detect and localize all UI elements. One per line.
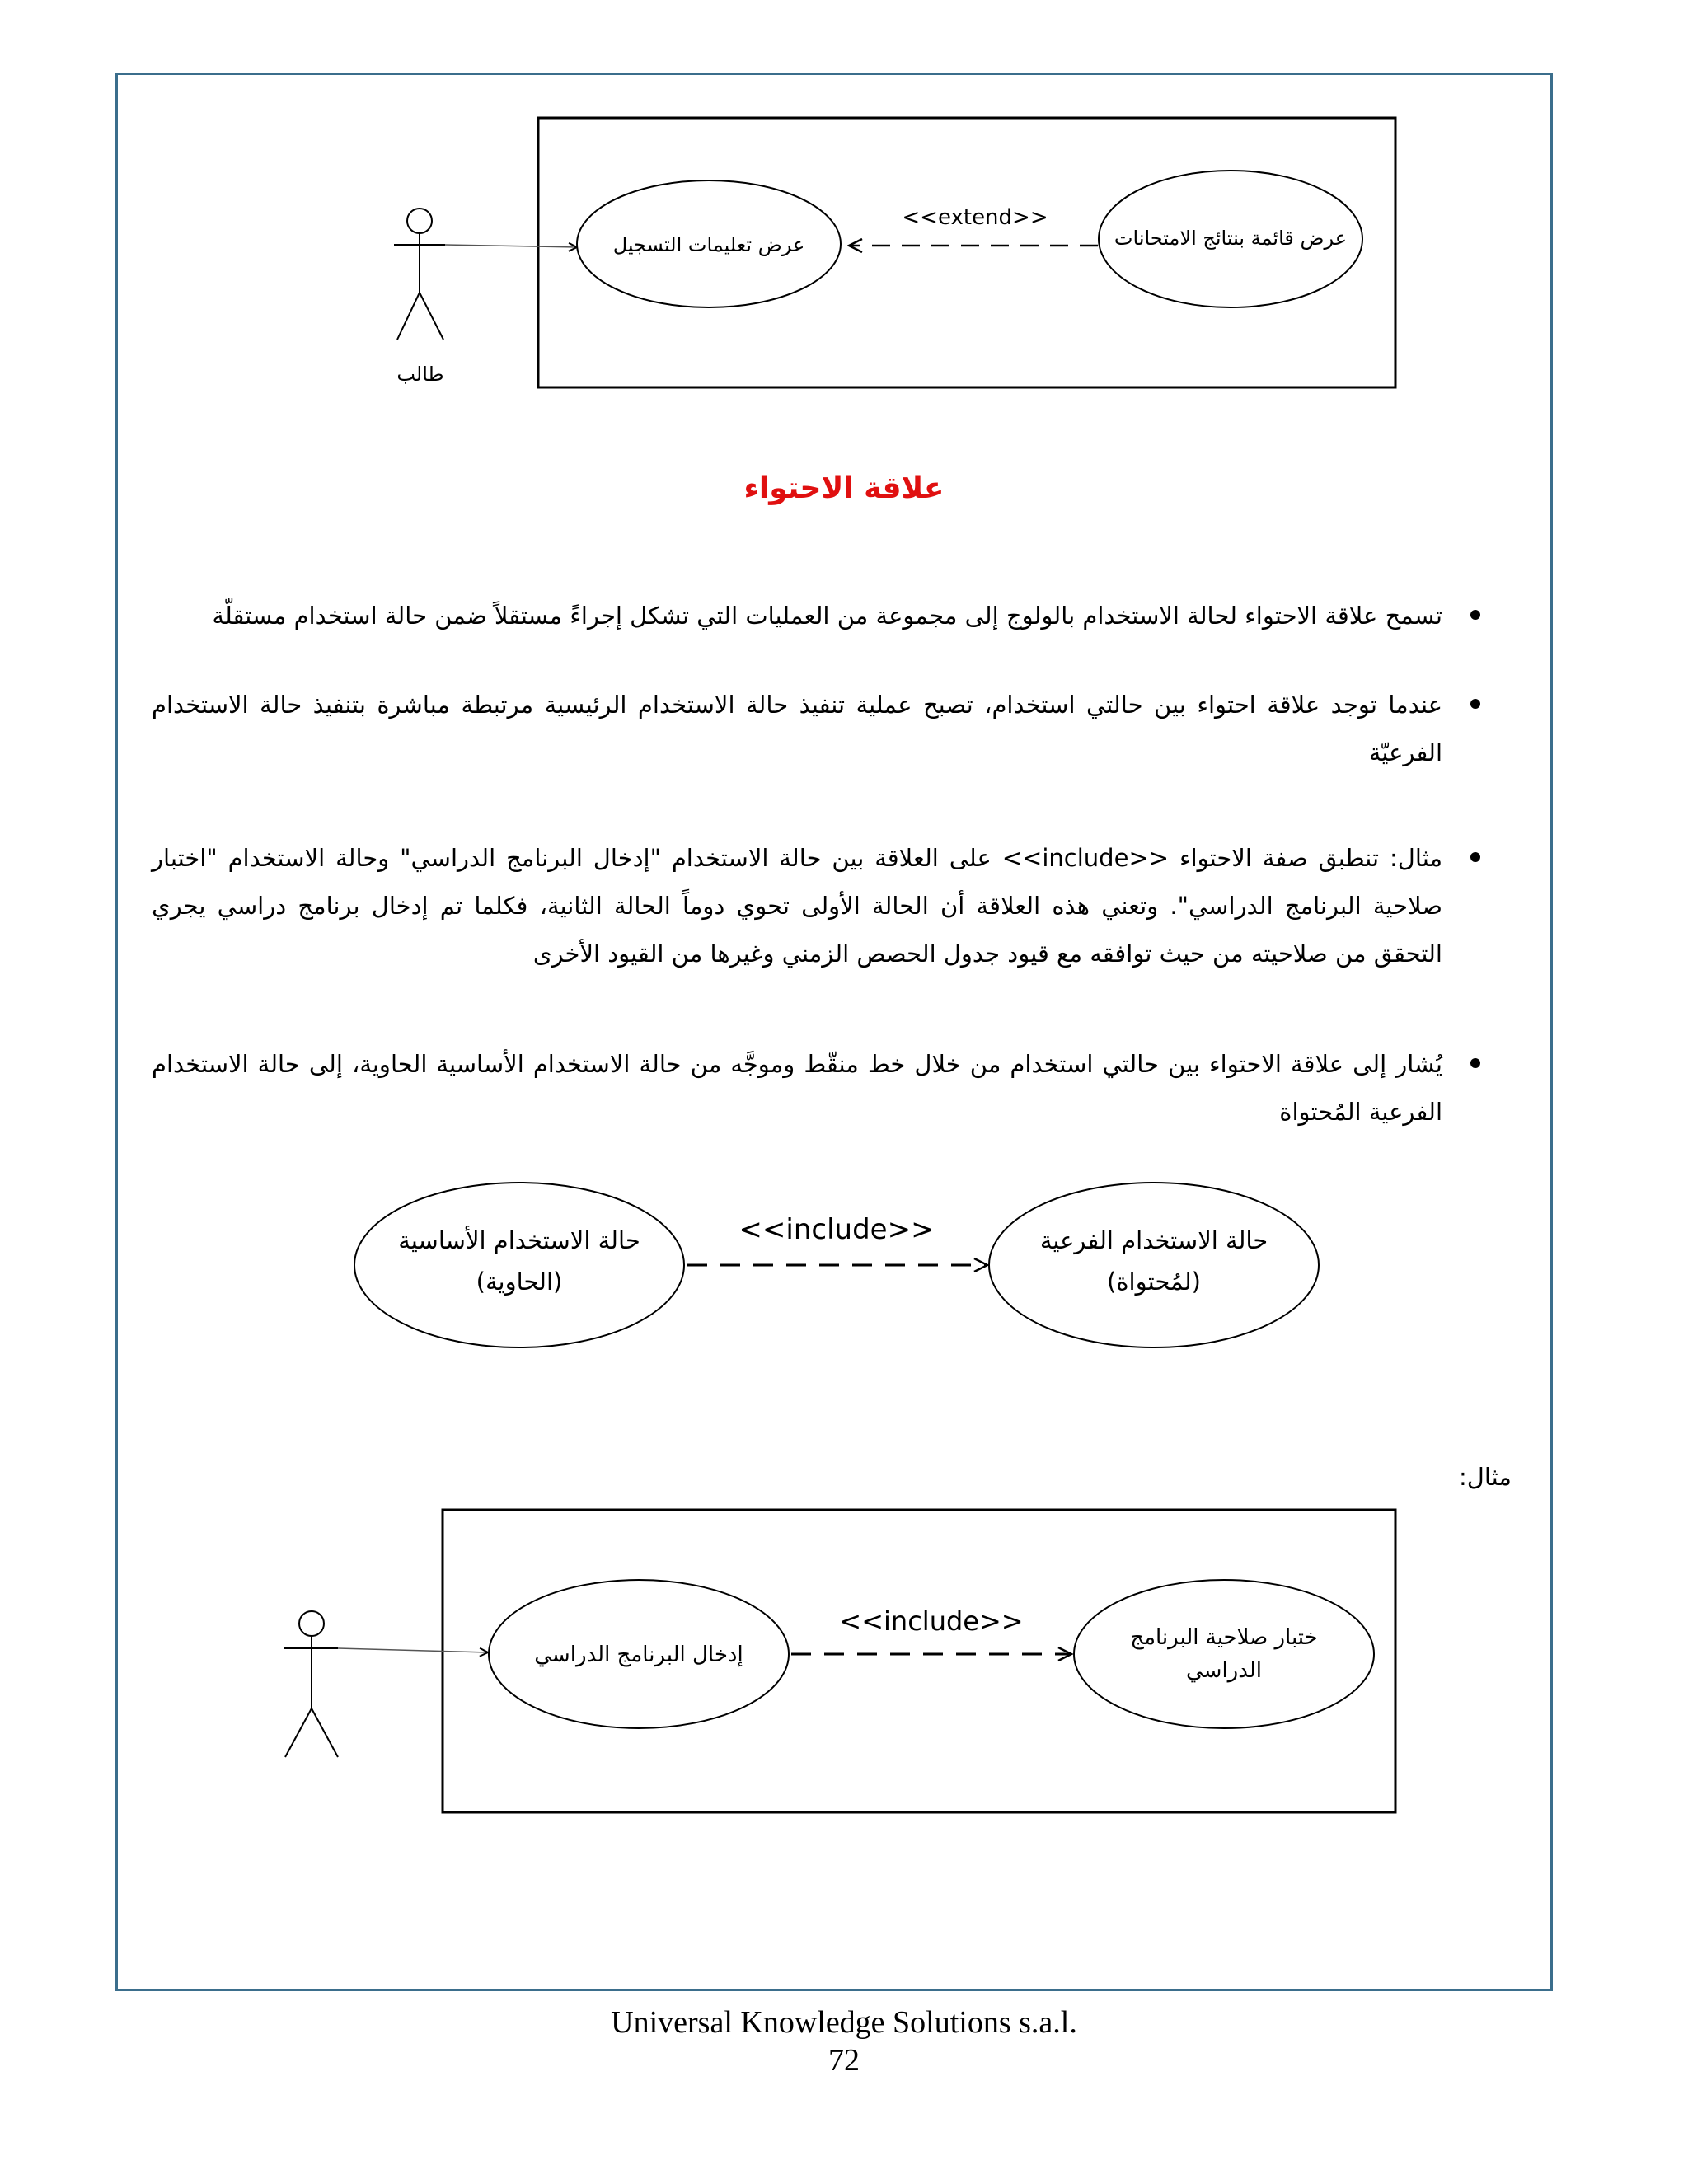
bullet-item (152, 1040, 1442, 1136)
page-number: 72 (828, 2043, 860, 2078)
include-stereotype: <<include>> (738, 1213, 935, 1246)
use-case-right-label: عرض قائمة بنتائج الامتحانات (1114, 227, 1348, 250)
base-use-case-line1: حالة الاستخدام الأساسية (398, 1226, 640, 1254)
bullet-text: تسمح علاقة الاحتواء لحالة الاستخدام بالولوج إلى مجموعة من العمليات التي تشكل إجراءً مستقلاً ضمن حالة استخدام مستقلّة (212, 602, 1442, 630)
example-label: مثال: (1459, 1463, 1512, 1491)
use-case-right-line2: الدراسي (1185, 1658, 1263, 1683)
use-case-left-label: إدخال البرنامج الدراسي (534, 1643, 743, 1667)
actor-label: طالب (396, 363, 444, 386)
use-case-left-label: عرض تعليمات التسجيل (612, 233, 805, 256)
actor-icon (284, 1611, 338, 1757)
association-line (338, 1648, 488, 1652)
use-case-right-line1: ختبار صلاحية البرنامج (1130, 1625, 1318, 1650)
included-use-case-line1: حالة الاستخدام الفرعية (1039, 1226, 1268, 1254)
student-actor-icon (394, 209, 445, 340)
bullet-item (152, 834, 1442, 977)
include-stereotype: <<include>> (839, 1605, 1024, 1637)
extend-stereotype: <<extend>> (902, 205, 1048, 230)
bullet-icon (1470, 1058, 1480, 1068)
section-title: علاقة الاحتواء (743, 471, 945, 505)
footer-organization: Universal Knowledge Solutions s.a.l. (611, 2005, 1077, 2040)
extend-diagram (394, 118, 1395, 387)
bullet-text: مثال: تنطبق صفة الاحتواء <<include>> على العلاقة بين حالة الاستخدام "إدخال البرنامج الدراسي" وحالة الاستخدام "اختبار صلاحية البرنامج الدراسي". وتعني هذه العلاقة أن الحالة الأولى تحوي دوماً الحالة الثانية، فكلما تم إدخال برنامج دراسي يجري التحقق من صلاحيته من حيث توافقه مع قيود جدول الحصص الزمني وغيرها من القيود الأخرى (152, 844, 1443, 968)
association-line (445, 245, 577, 247)
bullet-item (152, 681, 1442, 776)
included-use-case-line2: (لمُحتواة) (1107, 1268, 1201, 1296)
bullet-icon (1470, 699, 1480, 709)
bullet-text: عندما توجد علاقة احتواء بين حالتي استخدام، تصبح عملية تنفيذ حالة الاستخدام الرئيسية مرتبطة مباشرة بتنفيذ حالة الاستخدام الفرعيّة (152, 691, 1442, 766)
use-case-validate-program (1074, 1580, 1374, 1728)
bullet-item (152, 592, 1442, 640)
base-use-case-line2: (الحاوية) (476, 1268, 563, 1296)
base-use-case (354, 1183, 684, 1347)
bullet-icon (1470, 610, 1480, 620)
bullet-text: يُشار إلى علاقة الاحتواء بين حالتي استخدام من خلال خط منقّط وموجَّه من حالة الاستخدام الأساسية الحاوية، إلى حالة الاستخدام الفرعية المُحتواة (152, 1050, 1442, 1126)
bullet-icon (1470, 852, 1480, 862)
include-generic-diagram (354, 1183, 1319, 1347)
include-example-diagram (284, 1510, 1395, 1812)
included-use-case (989, 1183, 1319, 1347)
